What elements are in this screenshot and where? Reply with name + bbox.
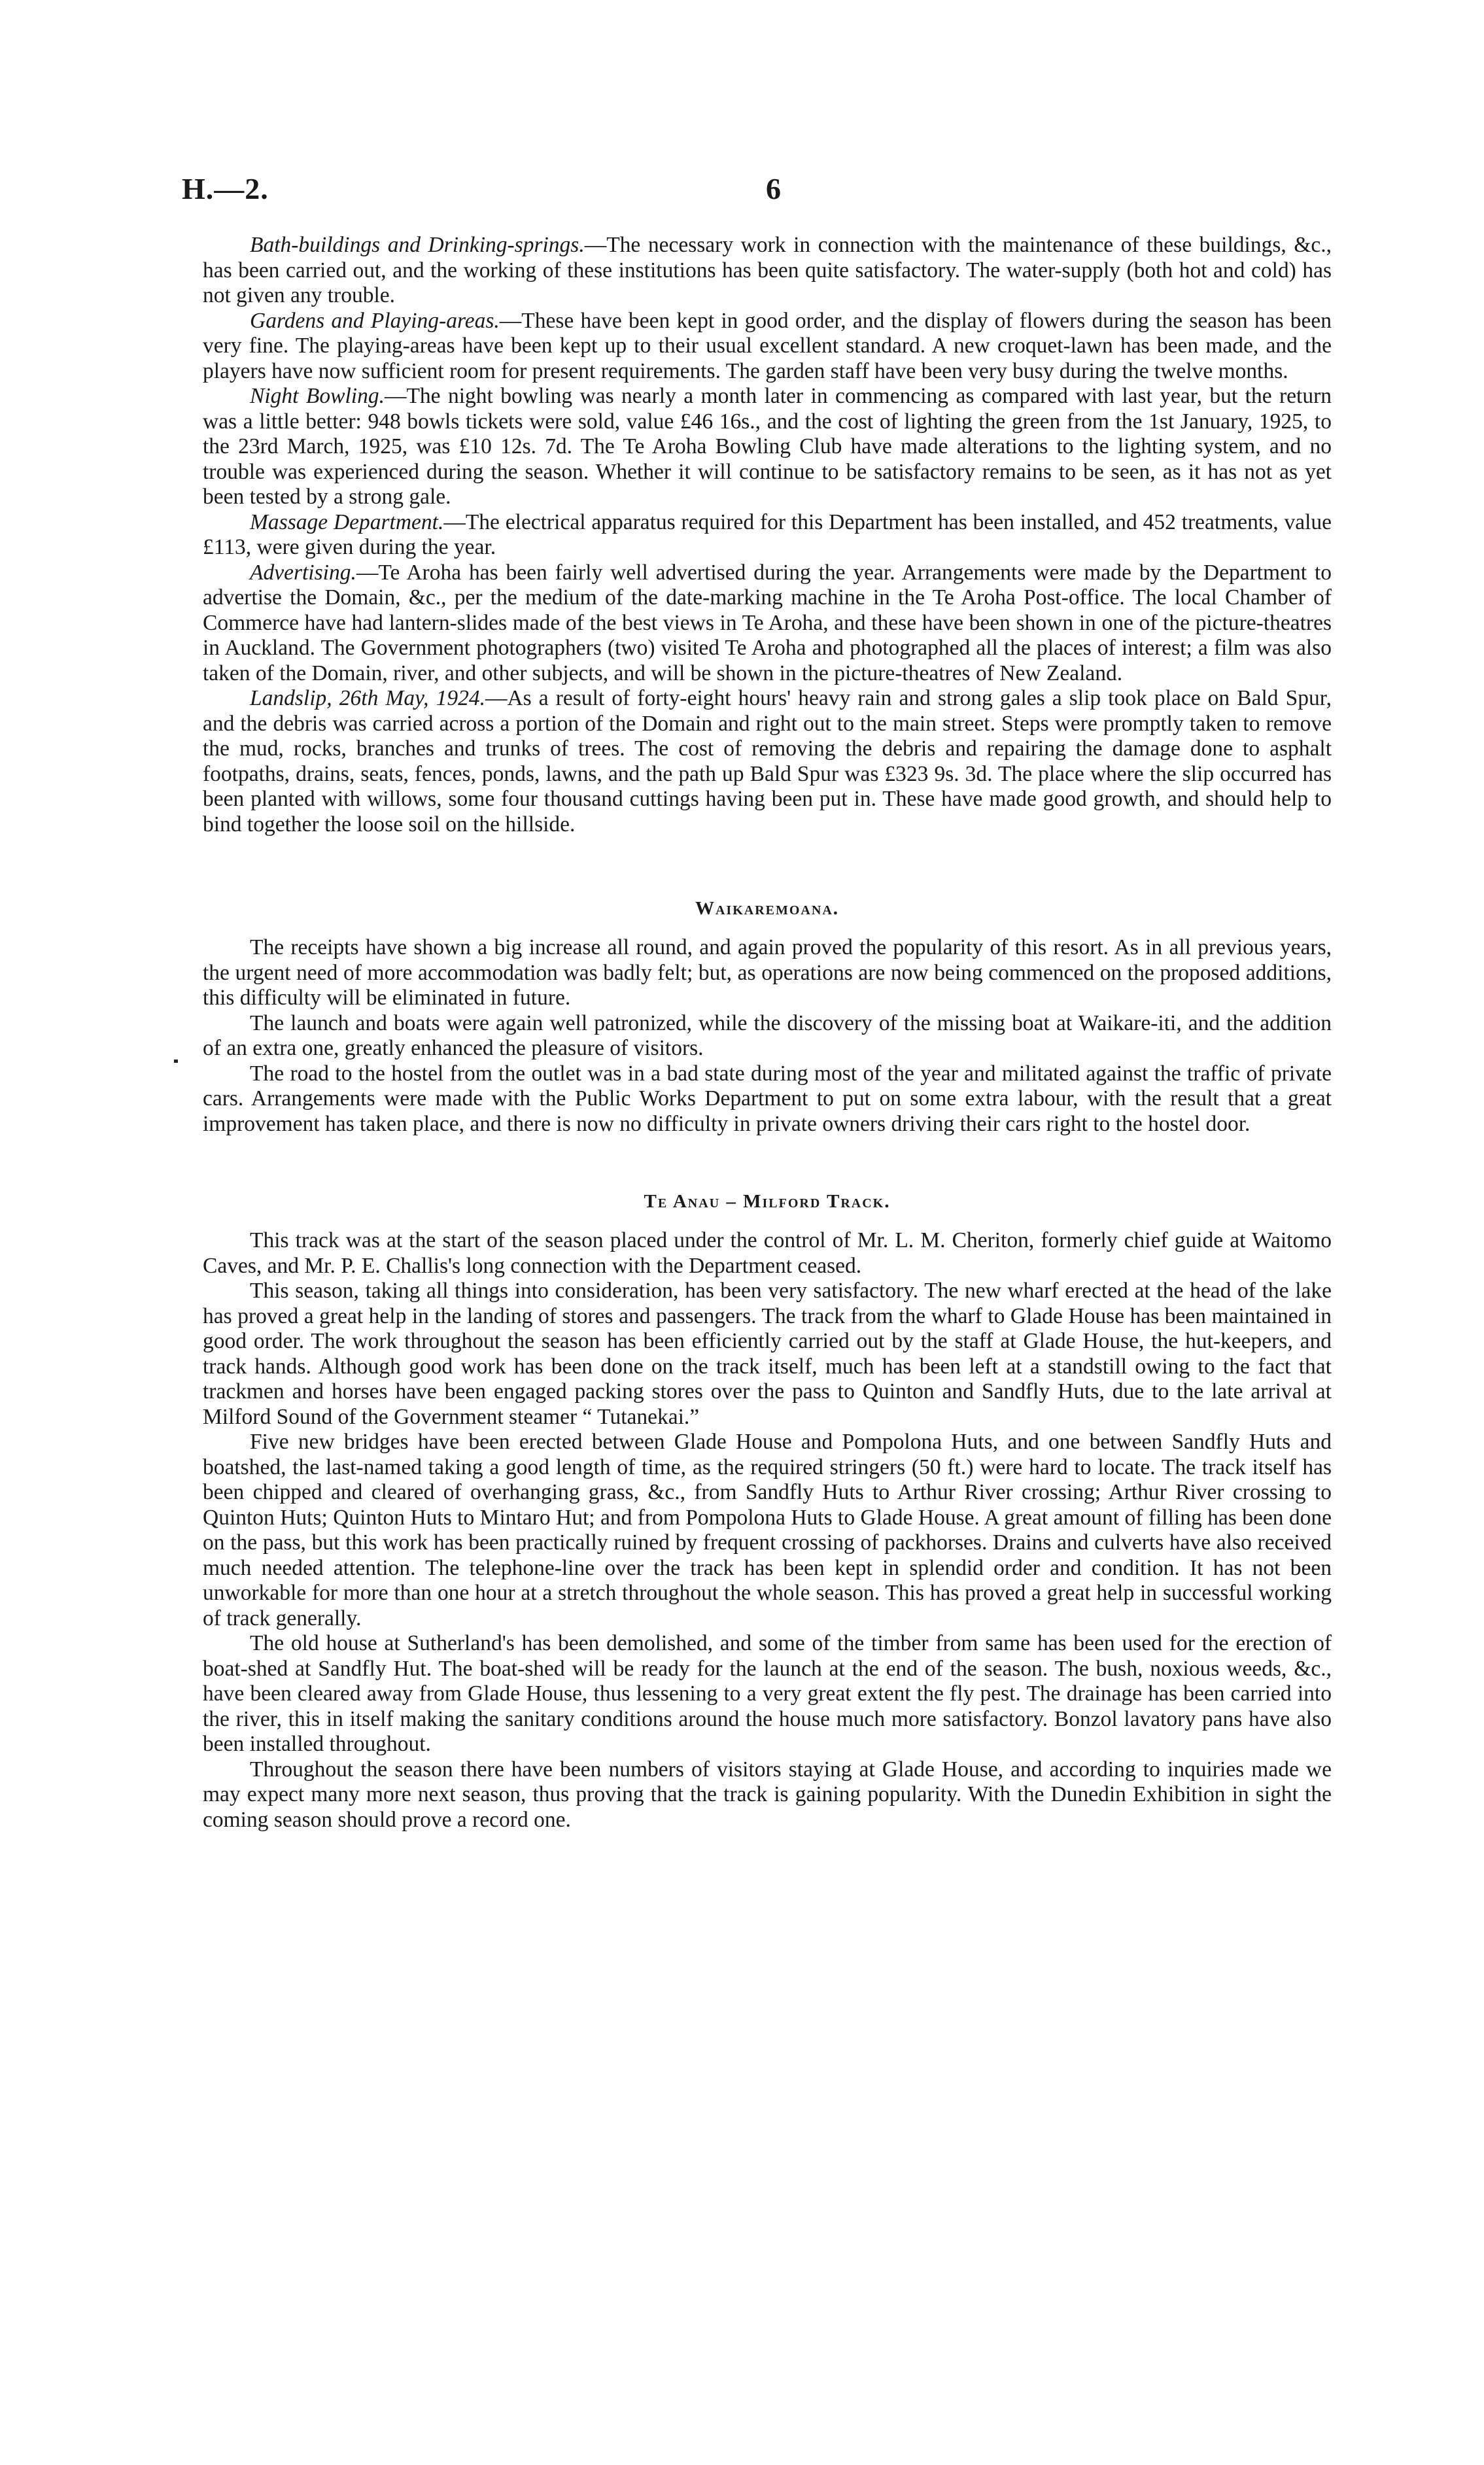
- paragraph: The launch and boats were again well patronized, while the discovery of the missing boat at Waikare-iti, and the addition of an extra one, greatly enhanced the pleasure of visitors.: [203, 1010, 1332, 1060]
- margin-mark: [174, 1060, 178, 1063]
- paragraph-text: —Te Aroha has been fairly well advertised during the year. Arrangements were made by the Department to advertise the Domain, &c., per the medium of the date-marking machine in the Te Aroha Post-office. The local Chamber of Commerce have had lantern-slides made of the best views in Te Aroha, and these have been shown in one of the picture-theatres in Auckland. The Government photographers (two) visited Te Aroha and photographed all the places of interest; a film was also taken of the Domain, river, and other subjects, and will be shown in the picture-theatres of New Zealand.: [203, 560, 1332, 685]
- section-title-waikaremoana: Waikaremoana.: [695, 898, 840, 919]
- page-number: 6: [766, 172, 781, 205]
- paragraph-text: —The necessary work in connection with the maintenance of these buildings, &c., has been carried out, and the working of these institutions has been quite satisfactory. The water-supply (both hot and cold) has not given any trouble.: [203, 233, 1332, 307]
- te-anau-section: [203, 1189, 1332, 1833]
- paragraph: Throughout the season there have been numbers of visitors staying at Glade House, and according to inquiries made we may expect many more next season, thus proving that the track is gaining popularity. With the Dunedin Exhibition in sight the coming season should prove a record one.: [203, 1757, 1332, 1832]
- report-reference: H.—2.: [182, 172, 269, 205]
- paragraph-massage: [203, 510, 1332, 560]
- paragraph-heading: Massage Department.: [250, 509, 444, 534]
- paragraph-advertising: [203, 560, 1332, 687]
- paragraph: Five new bridges have been erected between Glade House and Pompolona Huts, and one between Sandfly Huts and boatshed, the last-named taking a good length of time, as the required stringers (50 ft.) were hard to locate. The track itself has been chipped and cleared of overhanging grass, &c., from Sandfly Huts to Arthur River crossing; Arthur River crossing to Quinton Huts; Quinton Huts to Mintaro Hut; and from Pompolona Huts to Glade House. A great amount of filling has been done on the pass, but this work has been practically ruined by frequent crossing of packhorses. Drains and culverts have also received much needed attention. The telephone-line over the track has been kept in splendid order and condition. It has not been unworkable for more than one hour at a stretch throughout the whole season. This has proved a great help in successful working of track generally.: [203, 1430, 1332, 1630]
- paragraph-landslip: [203, 686, 1332, 837]
- paragraph-heading: Gardens and Playing-areas.: [250, 308, 500, 333]
- section-title-te-anau: Te Anau – Milford Track.: [644, 1191, 891, 1212]
- paragraph: This season, taking all things into consideration, has been very satisfactory. The new wharf erected at the head of the lake has proved a great help in the landing of stores and passengers. The track from the wharf to Glade House has been maintained in good order. The work throughout the season has been efficiently carried out by the staff at Glade House, the hut-keepers, and track hands. Although good work has been done on the track itself, much has been left at a standstill owing to the fact that trackmen and horses have been engaged packing stores over the pass to Quinton and Sandfly Huts, due to the late arrival at Milford Sound of the Government steamer “ Tutanekai.”: [203, 1279, 1332, 1429]
- paragraph-bath-buildings: [203, 233, 1332, 309]
- paragraph-night-bowling: [203, 384, 1332, 510]
- te-aroha-section: [203, 233, 1332, 837]
- waikaremoana-section: [203, 896, 1332, 1137]
- page-body: [203, 233, 1332, 1833]
- paragraph-heading: Advertising.: [250, 560, 356, 585]
- paragraph-text: —The night bowling was nearly a month later in commencing as compared with last year, but the return was a little better: 948 bowls tickets were sold, value £46 16s., and the cost of lighting the green from the 1st January, 1925, to the 23rd March, 1925, was £10 12s. 7d. The Te Aroha Bowling Club have made alterations to the lighting system, and no trouble was experienced during the season. Whether it will continue to be satisfactory remains to be seen, as it has not as yet been tested by a strong gale.: [203, 384, 1332, 509]
- paragraph-heading: Landslip, 26th May, 1924.: [250, 686, 485, 710]
- paragraph-heading: Bath-buildings and Drinking-springs.: [250, 233, 585, 257]
- paragraph: The old house at Sutherland's has been demolished, and some of the timber from same has been used for the erection of boat-shed at Sandfly Hut. The boat-shed will be ready for the launch at the end of the season. The bush, noxious weeds, &c., have been cleared away from Glade House, thus lessening to a very great extent the fly pest. The drainage has been carried into the river, this in itself making the sanitary conditions around the house much more satisfactory. Bonzol lavatory pans have also been installed throughout.: [203, 1631, 1332, 1756]
- paragraph: The receipts have shown a big increase all round, and again proved the popularity of this resort. As in all previous years, the urgent need of more accommodation was badly felt; but, as operations are now being commenced on the proposed additions, this difficulty will be eliminated in future.: [203, 935, 1332, 1010]
- paragraph-text: —The electrical apparatus required for this Department has been installed, and 452 treatments, value £113, were given during the year.: [203, 509, 1332, 559]
- page-header: [182, 171, 1464, 211]
- paragraph-gardens: [203, 309, 1332, 385]
- paragraph-heading: Night Bowling.: [250, 384, 385, 408]
- paragraph: This track was at the start of the season placed under the control of Mr. L. M. Cheriton, formerly chief guide at Waitomo Caves, and Mr. P. E. Challis's long connection with the Department ceased.: [203, 1228, 1332, 1278]
- paragraph: The road to the hostel from the outlet was in a bad state during most of the year and militated against the traffic of private cars. Arrangements were made with the Public Works Department to put on some extra labour, with the result that a great improvement has taken place, and there is now no difficulty in private owners driving their cars right to the hostel door.: [203, 1061, 1332, 1136]
- paragraph-text: —These have been kept in good order, and the display of flowers during the season has been very fine. The playing-areas have been kept up to their usual excellent standard. A new croquet-lawn has been made, and the players have now sufficient room for present requirements. The garden staff have been very busy during the twelve months.: [203, 308, 1332, 383]
- paragraph-text: —As a result of forty-eight hours' heavy rain and strong gales a slip took place on Bald Spur, and the debris was carried across a portion of the Domain and right out to the main street. Steps were promptly taken to remove the mud, rocks, branches and trunks of trees. The cost of removing the debris and repairing the damage done to asphalt footpaths, drains, seats, fences, ponds, lawns, and the path up Bald Spur was £323 9s. 3d. The place where the slip occurred has been planted with willows, some four thousand cuttings having been put in. These have made good growth, and should help to bind together the loose soil on the hillside.: [203, 686, 1332, 836]
